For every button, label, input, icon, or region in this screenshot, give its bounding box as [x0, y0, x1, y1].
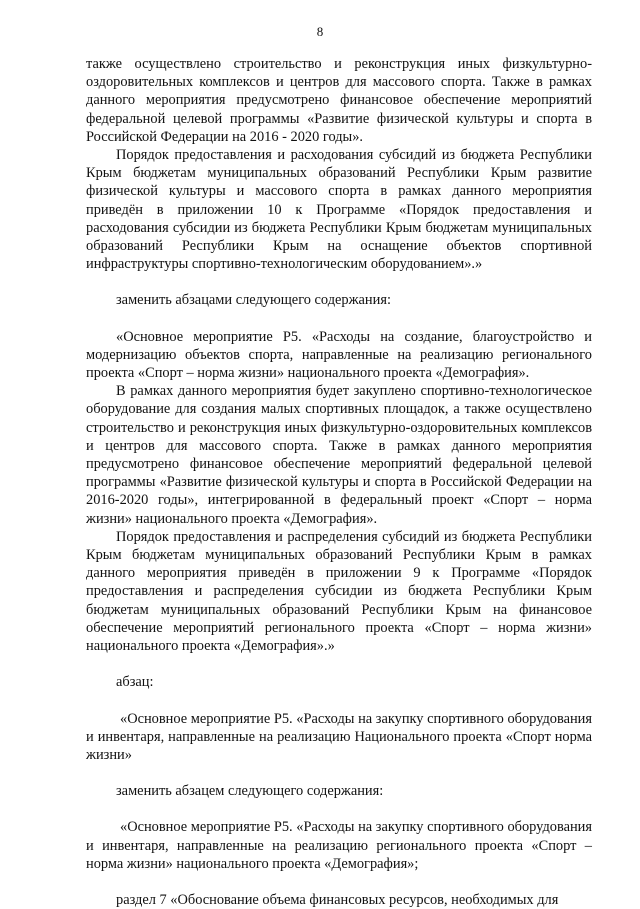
paragraph-abzac-label: абзац: [116, 674, 154, 691]
paragraph-activity-description: В рамках данного мероприятия будет закуплено спортивно-технологическое оборудование для создания малых спортивных площадок, а также осуществлено строительство и реконструкция иных физкультурно-оздоровительных комплексов и центров для массового спорта. Также в рамках данного мероприятия предусмотрено финансовое обеспечение мероприятий федеральной целевой программы «Развитие физической культуры и спорта в Российской Федерации на 2016-2020 годы», интегрированной в федеральный проект «Спорт – норма жизни» национального проекта «Демография». [86, 383, 592, 527]
paragraph-main-activity-p5-replacement: «Основное мероприятие Р5. «Расходы на закупку спортивного оборудования и инвентаря, направленные на реализацию регионального проекта «Спорт – норма жизни» национального проекта «Демография»; [86, 819, 592, 872]
spacer [86, 273, 592, 291]
document-body [86, 55, 592, 909]
paragraph-procedure-old: Порядок предоставления и расходования субсидий из бюджета Республики Крым бюджетам муниципальных образований Республики Крым развитие физической культуры и массового спорта в рамках данного мероприятия приведён в приложении 10 к Программе «Порядок предоставления и расходования субсидии из бюджета Республики Крым бюджетам муниципальных образований Республики Крым на оснащение объектов спортивной инфраструктуры спортивно-технологическим оборудованием».» [86, 147, 592, 273]
paragraph-main-activity-p5-old: «Основное мероприятие Р5. «Расходы на закупку спортивного оборудования и инвентаря, направленные на реализацию Национального проекта «Спорт норма жизни» [86, 710, 592, 763]
spacer [86, 310, 592, 328]
paragraph-replace-instruction-2: заменить абзацем следующего содержания: [116, 783, 384, 800]
page-number: 8 [316, 24, 324, 39]
paragraph-main-activity-p5-new: «Основное мероприятие Р5. «Расходы на создание, благоустройство и модернизацию объектов спорта, направленные на реализацию регионального проекта «Спорт – норма жизни» национального проекта «Демография». [86, 328, 592, 382]
spacer [86, 800, 592, 818]
spacer [86, 692, 592, 710]
paragraph-continuation: также осуществлено строительство и реконструкция иных физкультурно-оздоровительных комплексов и центров для массового спорта. Также в рамках данного мероприятия предусмотрено финансовое обеспечение мероприятий федеральной целевой программы «Развитие физической культуры и спорта в Российской Федерации на 2016 - 2020 годы». [86, 56, 592, 145]
spacer [86, 873, 592, 891]
paragraph-procedure-new: Порядок предоставления и распределения субсидий из бюджета Республики Крым бюджетам муниципальных образований Республики Крым в рамках данного мероприятия приведён в приложении 9 к Программе «Порядок предоставления и распределения субсидии из бюджета Республики Крым бюджетам муниципальных образований Республики Крым на финансовое обеспечение мероприятий регионального проекта «Спорт – норма жизни» национального проекта «Демография».» [86, 528, 592, 655]
paragraph-replace-instruction-1: заменить абзацами следующего содержания: [116, 292, 391, 309]
spacer [86, 655, 592, 673]
paragraph-section-7: раздел 7 «Обоснование объема финансовых ресурсов, необходимых для [116, 891, 559, 908]
spacer [86, 764, 592, 782]
